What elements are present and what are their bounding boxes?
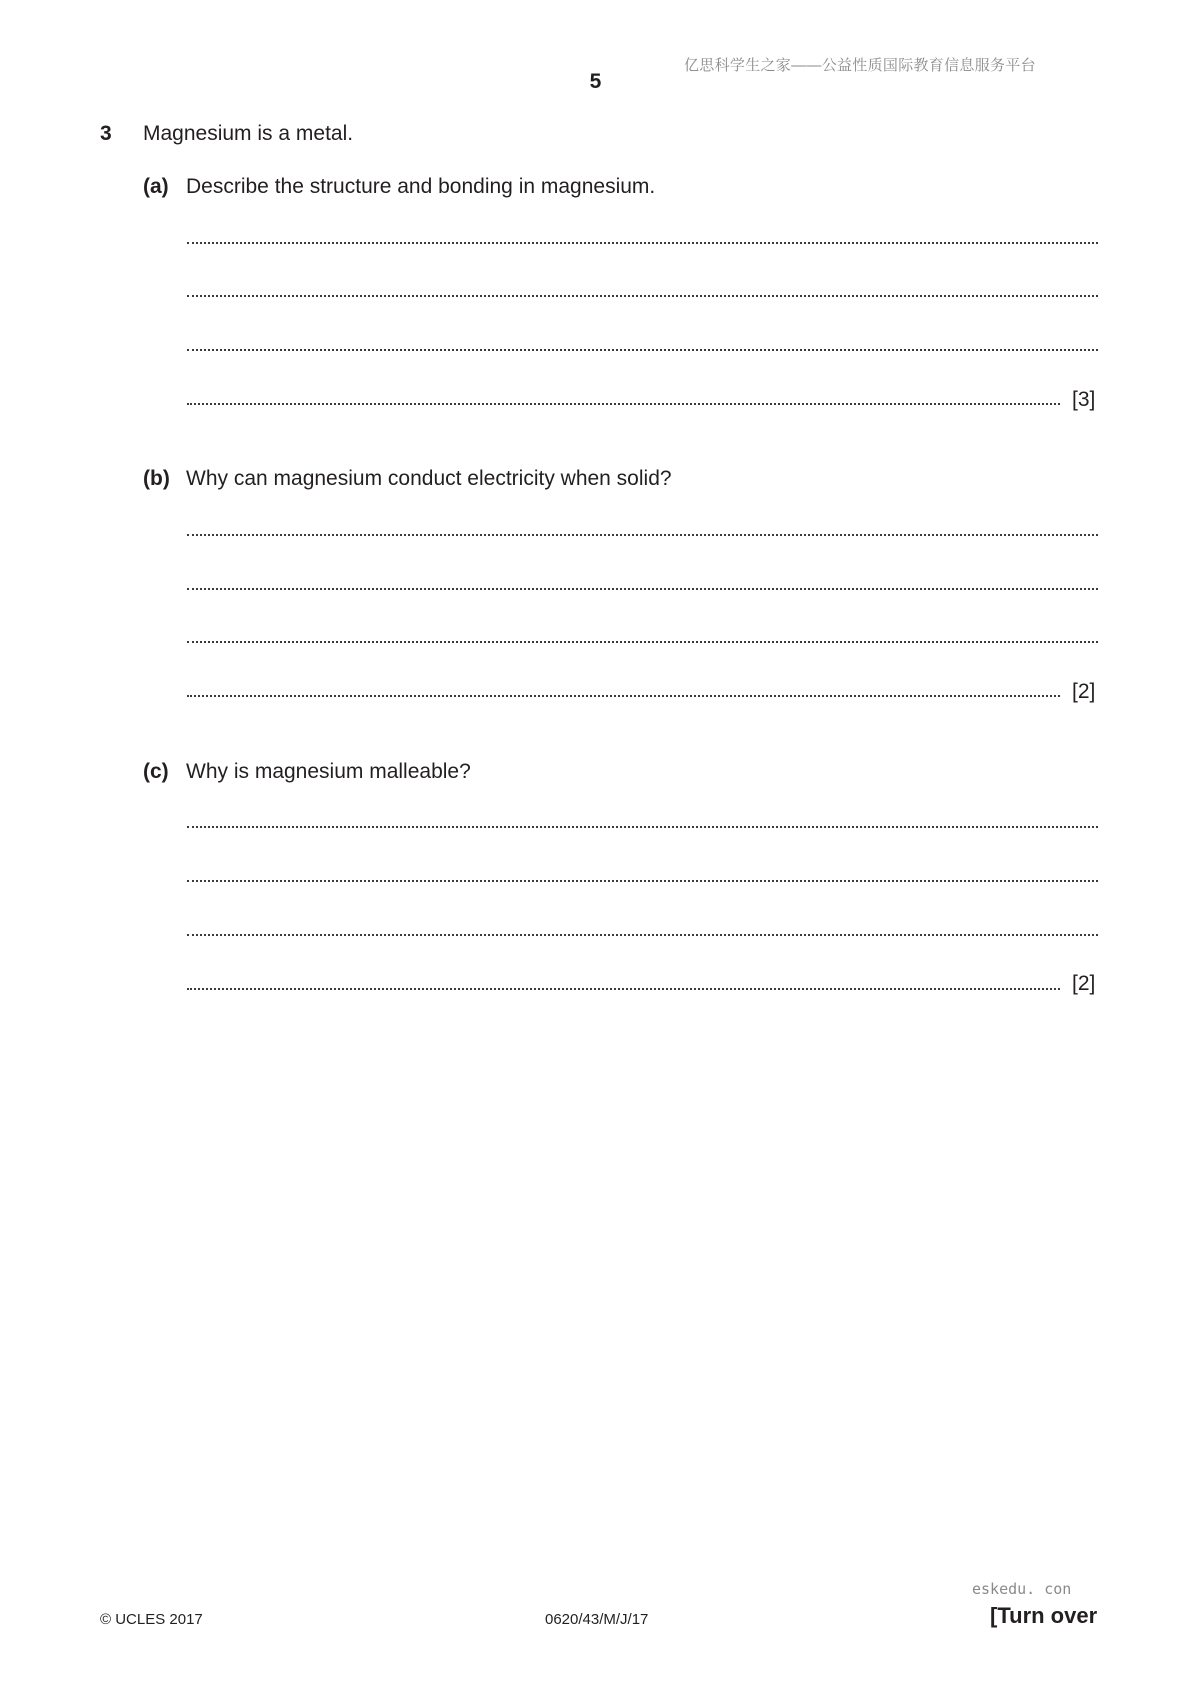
watermark-footer: eskedu. con: [972, 1580, 1072, 1598]
answer-line-a1[interactable]: [187, 242, 1098, 244]
answer-line-b3[interactable]: [187, 641, 1098, 643]
paper-code: 0620/43/M/J/17: [545, 1611, 649, 1628]
answer-line-a3[interactable]: [187, 349, 1098, 351]
part-b-label: (b): [143, 467, 170, 490]
part-c-marks: [2]: [1072, 972, 1096, 995]
answer-line-c3[interactable]: [187, 934, 1098, 936]
answer-line-a4[interactable]: [187, 403, 1060, 405]
answer-line-c2[interactable]: [187, 880, 1098, 882]
answer-line-a2[interactable]: [187, 295, 1098, 297]
part-b-text: Why can magnesium conduct electricity when solid?: [186, 467, 672, 490]
turn-over-label: [Turn over: [990, 1603, 1098, 1628]
answer-line-c1[interactable]: [187, 826, 1098, 828]
watermark-header: 亿思科学生之家——公益性质国际教育信息服务平台: [684, 57, 1036, 74]
part-c-text: Why is magnesium malleable?: [186, 760, 471, 783]
part-a-label: (a): [143, 175, 169, 198]
answer-line-b1[interactable]: [187, 534, 1098, 536]
part-a-text: Describe the structure and bonding in magnesium.: [186, 175, 656, 198]
part-b-marks: [2]: [1072, 680, 1096, 703]
question-stem: Magnesium is a metal.: [143, 122, 354, 145]
answer-line-c4[interactable]: [187, 988, 1060, 990]
answer-line-b4[interactable]: [187, 695, 1060, 697]
question-number: 3: [100, 122, 112, 145]
part-c-label: (c): [143, 760, 169, 783]
part-a-marks: [3]: [1072, 388, 1096, 411]
page-number: 5: [589, 70, 602, 93]
answer-line-b2[interactable]: [187, 588, 1098, 590]
copyright-text: © UCLES 2017: [100, 1611, 203, 1628]
